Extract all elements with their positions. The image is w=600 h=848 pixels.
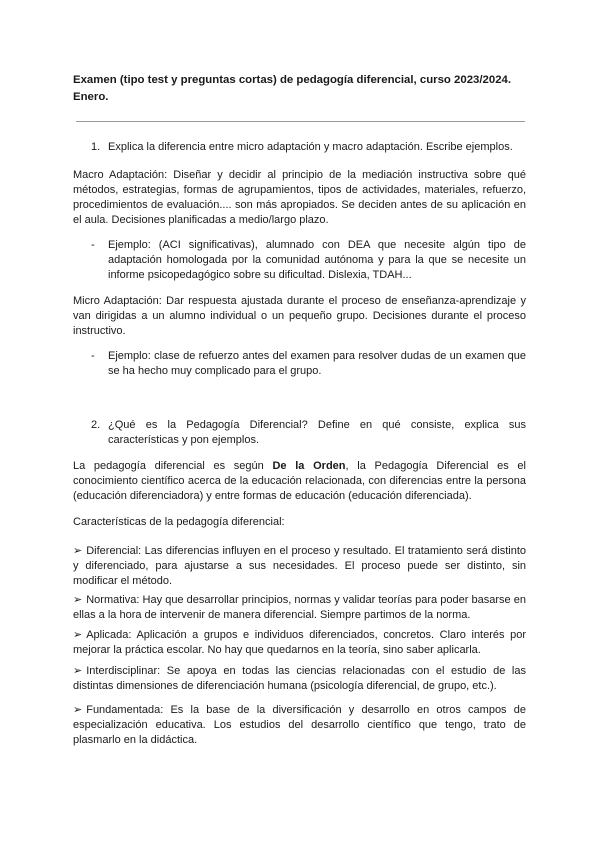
characteristic-item (73, 628, 526, 658)
characteristic-text: Aplicada: Aplicación a grupos e individuos diferenciados, concretos. Claro interés por mejorar la práctica escolar. No hay que quedarnos en la teoría, sino saber aplicarla. (73, 629, 526, 656)
characteristic-item (73, 664, 526, 694)
macro-adaptation-example: Ejemplo: (ACI significativas), alumnado con DEA que necesite algún tipo de adaptación homologada por la comunidad autónoma y para la que se necesite un informe psicopedagógico sobre su dificultad. Dislexia, TDAH... (108, 239, 526, 281)
question-2-number: 2. (91, 419, 101, 431)
question-1-text: Explica la diferencia entre micro adaptación y macro adaptación. Escribe ejemplos. (108, 141, 513, 153)
arrow-bullet-icon: ➢ (73, 665, 83, 677)
definition-rest: , la Pedagogía Diferencial es el conocimiento científico acerca de la educación relacionada, con diferencias entre la persona (educación diferenciadora) y entre formas de educación (educación diferenciada). (73, 460, 526, 502)
arrow-bullet-icon: ➢ (73, 594, 83, 606)
characteristic-text: Interdisciplinar: Se apoya en todas las ciencias relacionadas con el estudio de las distintas dimensiones de diferenciación humana (psicología diferencial, de grupo, etc.). (73, 665, 526, 692)
micro-adaptation-example: Ejemplo: clase de refuerzo antes del examen para resolver dudas de un examen que se ha hecho muy complicado para el grupo. (108, 350, 526, 377)
arrow-bullet-icon: ➢ (73, 629, 83, 641)
question-1-number: 1. (91, 141, 101, 153)
macro-adaptation-paragraph: Macro Adaptación: Diseñar y decidir al principio de la mediación instructiva sobre qué métodos, estrategias, formas de agrupamientos, tipos de actividades, materiales, refuerzo, procedimientos de evaluación.... son más apropiados. Se deciden antes de su aplicación en el aula. Decisiones planificadas a medio/largo plazo. (73, 169, 526, 226)
definition-paragraph (73, 459, 526, 504)
question-2-text: ¿Qué es la Pedagogía Diferencial? Define en qué consiste, explica sus características y pon ejemplos. (108, 419, 526, 446)
definition-lead: La pedagogía diferencial es según (73, 460, 273, 472)
characteristic-item (73, 703, 526, 748)
arrow-bullet-icon: ➢ (73, 545, 83, 557)
exam-title: Examen (tipo test y preguntas cortas) de pedagogía diferencial, curso 2023/2024. Enero. (73, 74, 512, 103)
micro-adaptation-paragraph: Micro Adaptación: Dar respuesta ajustada durante el proceso de enseñanza-aprendizaje y van dirigidas a un alumno individual o un pequeño grupo. Decisiones durante el proceso instructivo. (73, 295, 526, 337)
characteristics-heading: Características de la pedagogía diferencial: (73, 516, 285, 528)
horizontal-divider (76, 121, 525, 122)
arrow-bullet-icon: ➢ (73, 704, 83, 716)
characteristic-item (73, 544, 526, 589)
micro-example-bullet: - (91, 350, 95, 362)
characteristic-item (73, 593, 526, 623)
definition-author: De la Orden (272, 460, 346, 472)
characteristic-text: Diferencial: Las diferencias influyen en el proceso y resultado. El tratamiento será distinto y diferenciado, para ajustarse a sus necesidades. El proceso puede ser distinto, sin modificar el método. (73, 545, 526, 587)
characteristic-text: Fundamentada: Es la base de la diversificación y desarrollo en otros campos de especialización educativa. Los estudios del desarrollo científico que tengo, trato de plasmarlo en la didáctica. (73, 704, 526, 746)
characteristic-text: Normativa: Hay que desarrollar principios, normas y validar teorías para poder basarse en ellas a la hora de intervenir de manera diferencial. Siempre partimos de la norma. (73, 594, 526, 621)
macro-example-bullet: - (91, 239, 95, 251)
